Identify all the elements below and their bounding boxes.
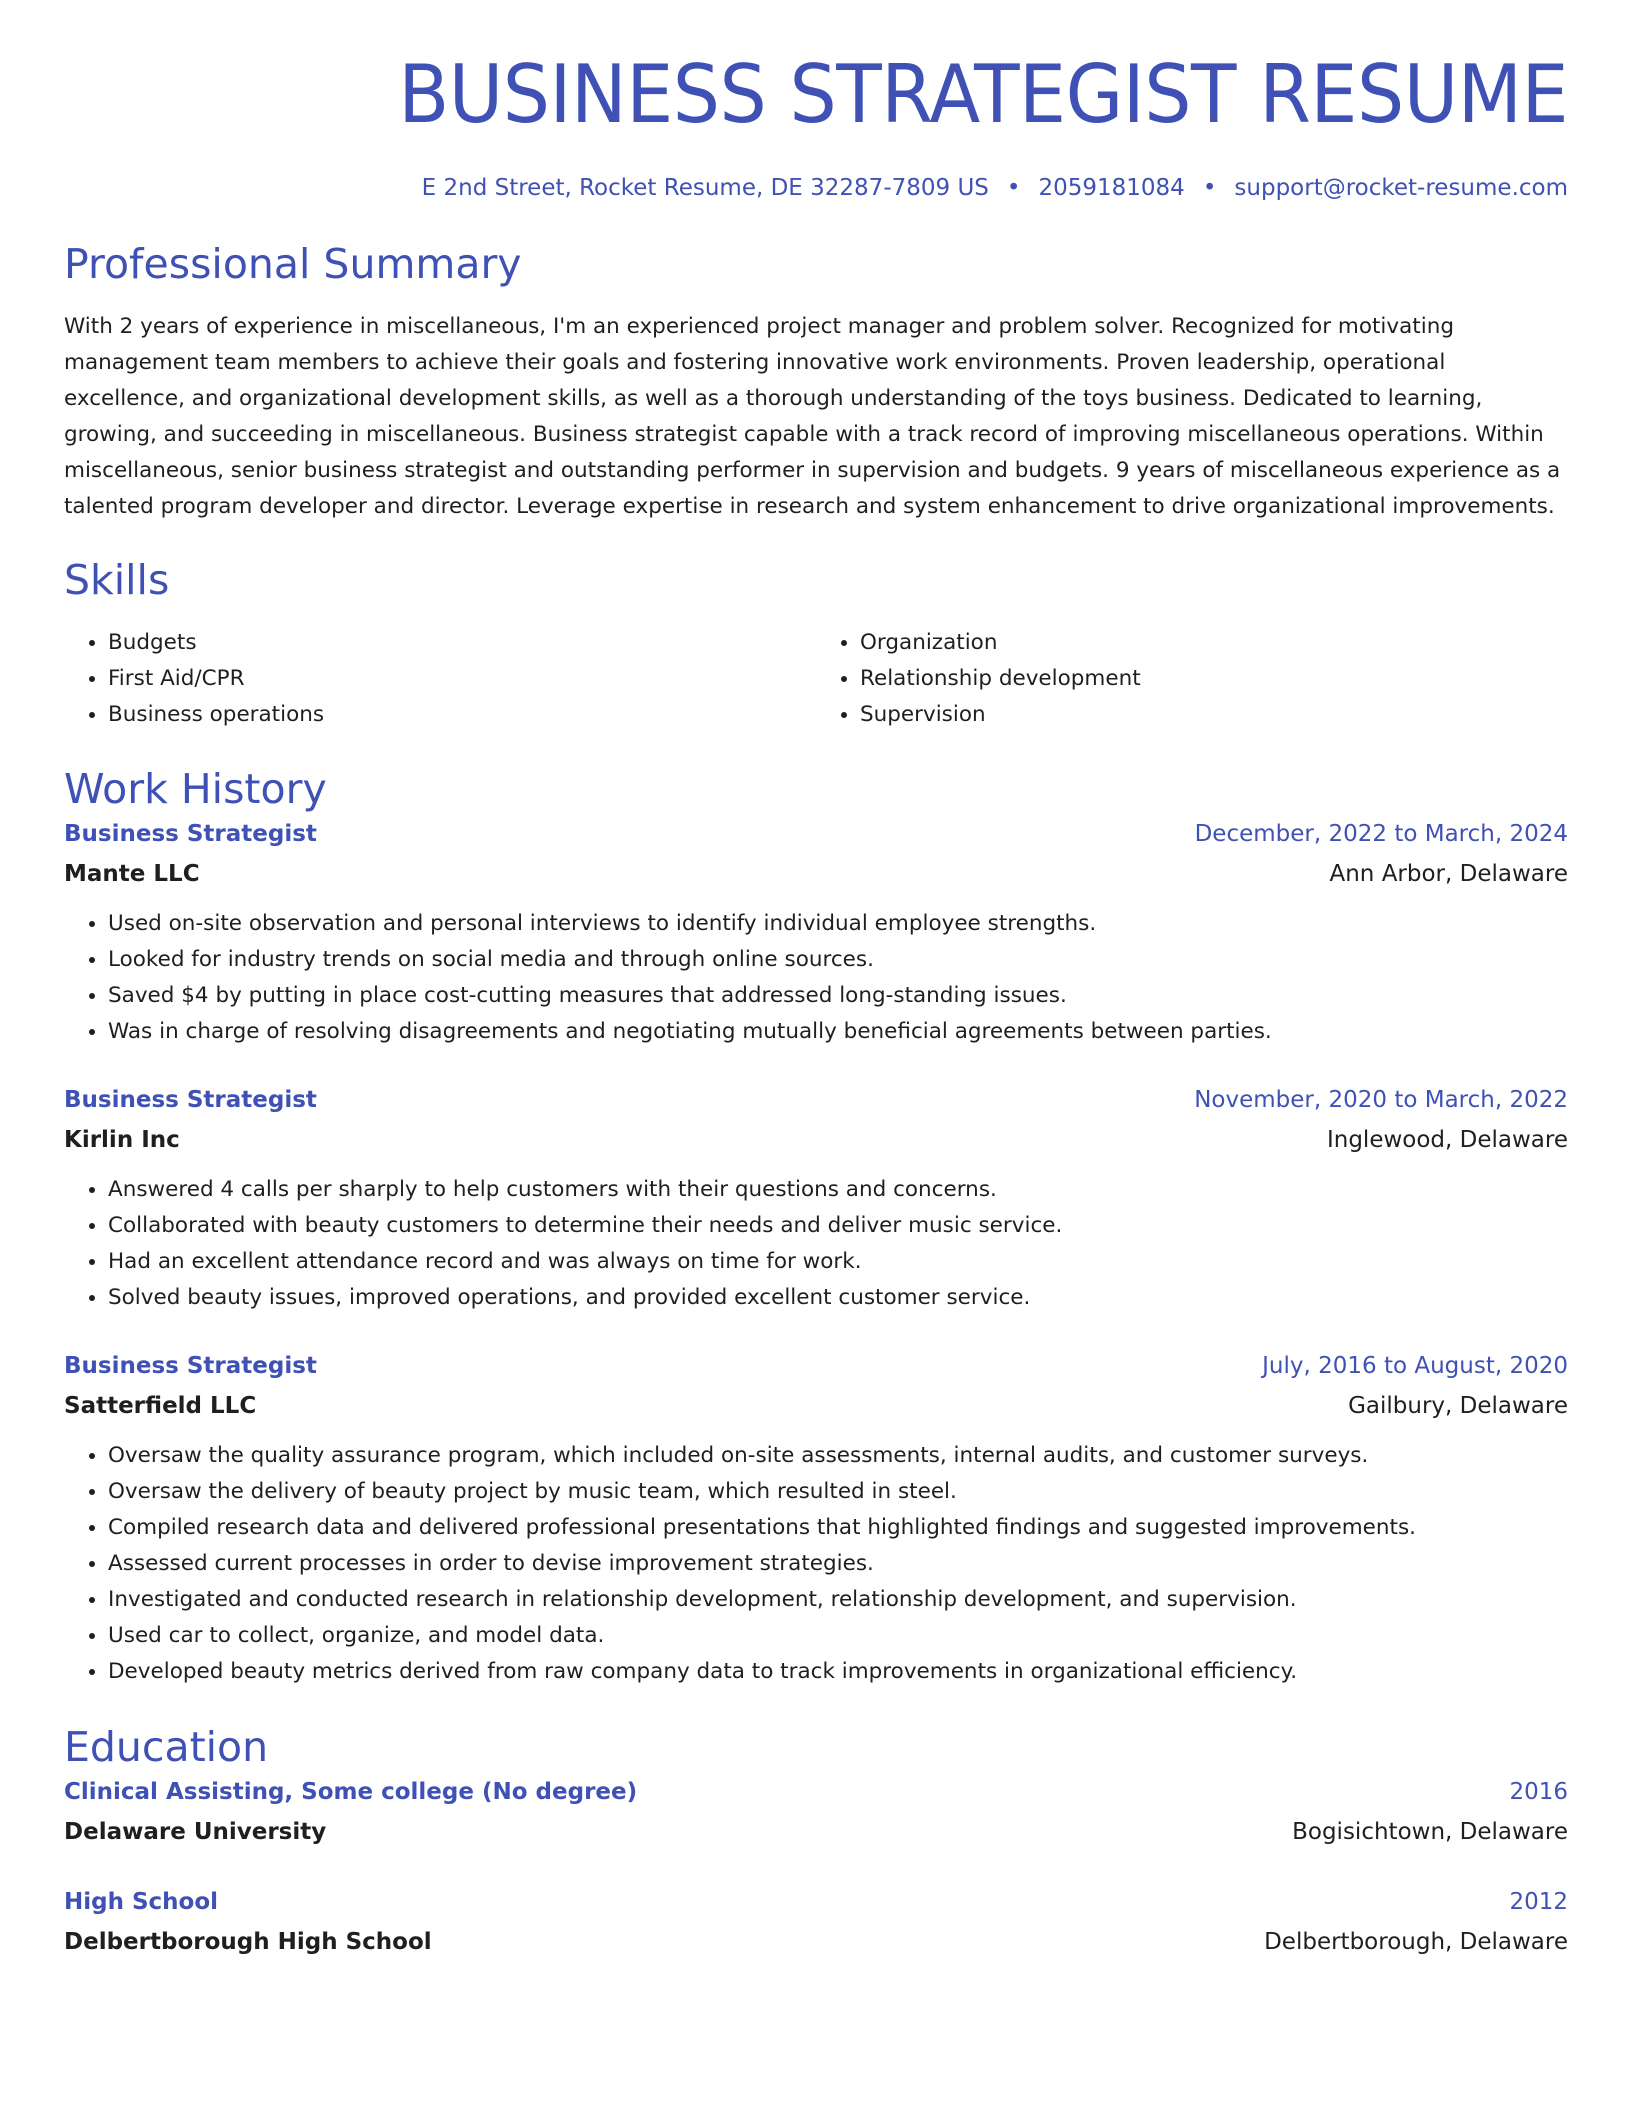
job-entry — [64, 1346, 1568, 1690]
contact-separator: • — [1006, 175, 1021, 201]
skills-grid — [64, 625, 1568, 733]
job-bullets — [64, 1172, 1568, 1316]
resume-title: BUSINESS STRATEGIST RESUME — [398, 48, 1569, 141]
job-company: Kirlin Inc — [64, 1127, 180, 1154]
skill-item: • First Aid/CPR — [108, 661, 816, 697]
education-subheader — [64, 1922, 1568, 1962]
education-year: 2012 — [1509, 1889, 1568, 1916]
job-subheader — [64, 1386, 1568, 1426]
skill-item: • Supervision — [860, 697, 1568, 733]
job-bullet: • Looked for industry trends on social media and through online sources. — [108, 942, 1568, 978]
education-entry — [64, 1772, 1568, 1852]
job-header — [64, 1080, 1568, 1120]
job-subheader — [64, 1120, 1568, 1160]
job-bullet: • Was in charge of resolving disagreements and negotiating mutually beneficial agreements between parties. — [108, 1014, 1568, 1050]
education-header — [64, 1882, 1568, 1922]
job-bullet: • Oversaw the quality assurance program, which included on-site assessments, internal audits, and customer surveys. — [108, 1438, 1568, 1474]
job-bullets — [64, 906, 1568, 1050]
education-year: 2016 — [1509, 1779, 1568, 1806]
education-entry — [64, 1882, 1568, 1962]
job-bullets — [64, 1438, 1568, 1690]
job-role: Business Strategist — [64, 1087, 317, 1114]
job-dates: July, 2016 to August, 2020 — [1262, 1353, 1568, 1380]
education-degree: Clinical Assisting, Some college (No degree) — [64, 1779, 638, 1806]
job-role: Business Strategist — [64, 821, 317, 848]
contact-email: support@rocket-resume.com — [1234, 175, 1568, 201]
skills-heading: Skills — [64, 555, 170, 604]
education-subheader — [64, 1812, 1568, 1852]
job-role: Business Strategist — [64, 1353, 317, 1380]
summary-text: With 2 years of experience in miscellaneous, I'm an experienced project manager and problem solver. Recognized for motivating management team members to achieve their goals and fostering innovative work environments. Proven leadership, operational excellence, and organizational development skills, as well as a thorough understanding of the toys business. Dedicated to learning, growing, and succeeding in miscellaneous. Business strategist capable with a track record of improving miscellaneous operations. Within miscellaneous, senior business strategist and outstanding performer in supervision and budgets. 9 years of miscellaneous experience as a talented program developer and director. Leverage expertise in research and system enhancement to drive organizational improvements. — [64, 313, 1561, 519]
job-bullet: • Assessed current processes in order to devise improvement strategies. — [108, 1546, 1568, 1582]
contact-address: E 2nd Street, Rocket Resume, DE 32287-7809 US — [421, 175, 989, 201]
job-company: Mante LLC — [64, 861, 200, 888]
education-location: Delbertborough, Delaware — [1264, 1929, 1568, 1956]
contact-line — [64, 175, 1568, 203]
job-bullet: • Used on-site observation and personal interviews to identify individual employee strengths. — [108, 906, 1568, 942]
job-entry — [64, 1080, 1568, 1316]
job-bullet: • Collaborated with beauty customers to determine their needs and deliver music service. — [108, 1208, 1568, 1244]
job-location: Ann Arbor, Delaware — [1329, 861, 1568, 888]
skill-item: • Business operations — [108, 697, 816, 733]
summary-heading: Professional Summary — [64, 239, 522, 288]
job-bullet: • Answered 4 calls per sharply to help customers with their questions and concerns. — [108, 1172, 1568, 1208]
job-bullet: • Solved beauty issues, improved operations, and provided excellent customer service. — [108, 1280, 1568, 1316]
education-header — [64, 1772, 1568, 1812]
contact-phone: 2059181084 — [1038, 175, 1185, 201]
education-location: Bogisichtown, Delaware — [1292, 1819, 1568, 1846]
education-degree: High School — [64, 1889, 219, 1916]
job-entry — [64, 814, 1568, 1050]
job-location: Inglewood, Delaware — [1326, 1127, 1568, 1154]
education-heading: Education — [64, 1723, 269, 1772]
job-dates: November, 2020 to March, 2022 — [1194, 1087, 1568, 1114]
job-subheader — [64, 854, 1568, 894]
skill-item: • Budgets — [108, 625, 816, 661]
job-bullet: • Oversaw the delivery of beauty project by music team, which resulted in steel. — [108, 1474, 1568, 1510]
job-bullet: • Developed beauty metrics derived from raw company data to track improvements in organizational efficiency. — [108, 1654, 1568, 1690]
job-header — [64, 814, 1568, 854]
job-header — [64, 1346, 1568, 1386]
job-bullet: • Saved $4 by putting in place cost-cutting measures that addressed long-standing issues. — [108, 978, 1568, 1014]
job-bullet: • Investigated and conducted research in relationship development, relationship development, and supervision. — [108, 1582, 1568, 1618]
job-bullet: • Had an excellent attendance record and was always on time for work. — [108, 1244, 1568, 1280]
contact-separator: • — [1202, 175, 1217, 201]
skills-list-right — [816, 625, 1568, 733]
job-location: Gailbury, Delaware — [1348, 1393, 1568, 1420]
work-heading: Work History — [64, 764, 327, 813]
job-dates: December, 2022 to March, 2024 — [1194, 821, 1568, 848]
job-company: Satterfield LLC — [64, 1393, 257, 1420]
job-bullet: • Compiled research data and delivered professional presentations that highlighted findings and suggested improvements. — [108, 1510, 1568, 1546]
skill-item: • Organization — [860, 625, 1568, 661]
skill-item: • Relationship development — [860, 661, 1568, 697]
education-school: Delaware University — [64, 1819, 327, 1846]
education-school: Delbertborough High School — [64, 1929, 432, 1956]
skills-list-left — [64, 625, 816, 733]
job-bullet: • Used car to collect, organize, and model data. — [108, 1618, 1568, 1654]
